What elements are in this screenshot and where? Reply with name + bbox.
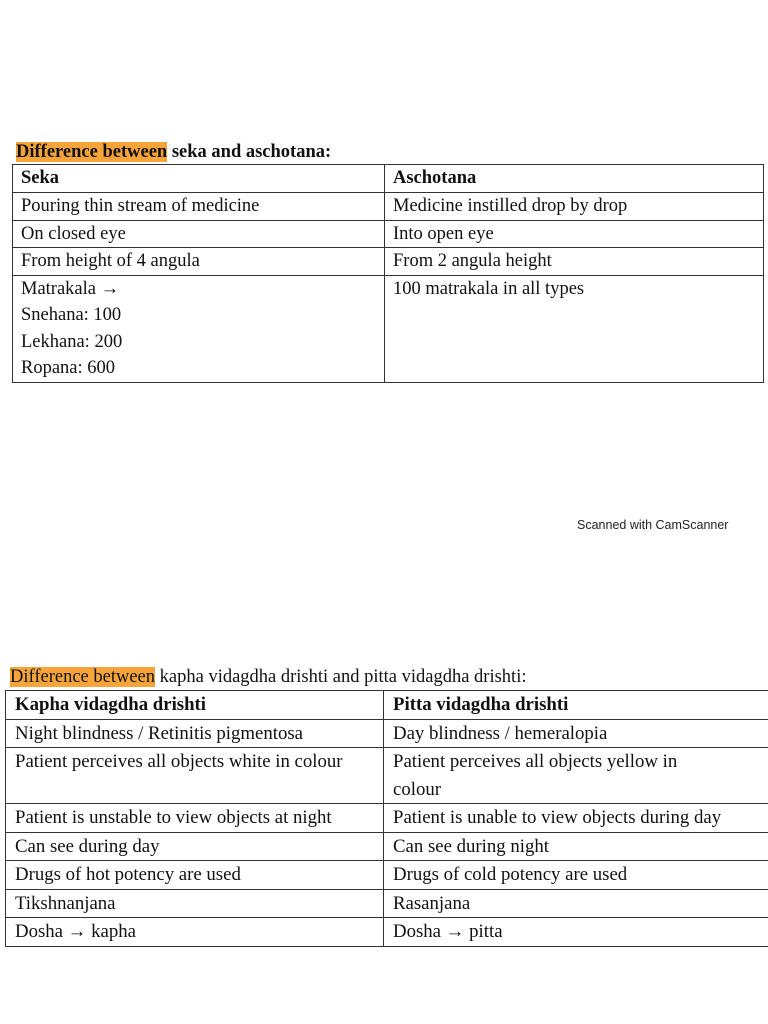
cell-text: From height of 4 angula bbox=[21, 251, 200, 271]
table-row bbox=[13, 193, 764, 221]
table-cell bbox=[384, 719, 768, 748]
table-row bbox=[6, 861, 768, 890]
table-row bbox=[6, 832, 768, 861]
table-cell bbox=[6, 832, 384, 861]
table-cell bbox=[6, 889, 384, 918]
table-cell bbox=[385, 275, 764, 382]
table-cell bbox=[385, 248, 764, 276]
cell-text: On closed eye bbox=[21, 223, 126, 244]
column-header: Seka bbox=[13, 165, 385, 193]
cell-text: Matrakala → bbox=[21, 278, 120, 299]
cell-text: Pouring thin stream of medicine bbox=[21, 196, 260, 216]
cell-text: Lekhana: 200 bbox=[21, 331, 123, 352]
table-cell bbox=[385, 220, 764, 248]
cell-text: Patient perceives all objects yellow in bbox=[393, 751, 678, 772]
cell-text: Dosha → kapha bbox=[15, 921, 137, 942]
table-cell bbox=[385, 193, 764, 221]
heading-highlight: Difference between bbox=[10, 667, 156, 687]
table-row bbox=[6, 918, 768, 947]
cell-text: Snehana: 100 bbox=[21, 305, 122, 325]
table-row bbox=[13, 248, 764, 276]
column-header: Kapha vidagdha drishti bbox=[6, 691, 384, 720]
cell-text: Drugs of hot potency are used bbox=[15, 864, 241, 885]
table-row bbox=[13, 220, 764, 248]
table-cell bbox=[13, 248, 385, 276]
camscanner-watermark: Scanned with CamScanner bbox=[577, 518, 729, 532]
table-cell bbox=[384, 861, 768, 890]
cell-text: Patient perceives all objects white in colour bbox=[15, 751, 343, 772]
heading-text: seka and aschotana: bbox=[167, 142, 332, 162]
table-header-row bbox=[6, 691, 768, 720]
table-cell bbox=[6, 918, 384, 947]
table-cell bbox=[384, 804, 768, 833]
table-row bbox=[6, 748, 768, 804]
cell-text: Rasanjana bbox=[393, 892, 471, 914]
comparison-table-kapha-pitta bbox=[5, 690, 768, 947]
table-row bbox=[6, 804, 768, 833]
table-cell bbox=[384, 748, 768, 804]
table-cell bbox=[6, 861, 384, 890]
table-row bbox=[6, 719, 768, 748]
table-cell bbox=[6, 719, 384, 748]
comparison-table-seka-aschotana bbox=[12, 164, 764, 383]
table-row bbox=[13, 275, 764, 382]
table-cell bbox=[384, 832, 768, 861]
table-cell bbox=[6, 804, 384, 833]
cell-text: Patient is unable to view objects during day bbox=[393, 807, 722, 828]
table-row bbox=[6, 889, 768, 918]
table-cell bbox=[13, 220, 385, 248]
section-heading-seka-aschotana bbox=[16, 141, 331, 163]
cell-text: colour bbox=[393, 778, 441, 800]
heading-text: kapha vidagdha drishti and pitta vidagdha drishti: bbox=[155, 667, 527, 687]
column-header: Pitta vidagdha drishti bbox=[384, 691, 768, 720]
cell-text: Drugs of cold potency are used bbox=[393, 864, 628, 885]
table-cell bbox=[384, 889, 768, 918]
section-heading-kapha-pitta bbox=[10, 666, 526, 688]
cell-text: Ropana: 600 bbox=[21, 358, 116, 378]
cell-text: Tikshnanjana bbox=[15, 892, 116, 914]
cell-text: Can see during day bbox=[15, 835, 160, 857]
column-header: Aschotana bbox=[385, 165, 764, 193]
table-cell bbox=[13, 275, 385, 382]
heading-highlight: Difference between bbox=[16, 142, 168, 162]
cell-text: Patient is unstable to view objects at night bbox=[15, 807, 332, 828]
cell-text: Day blindness / hemeralopia bbox=[393, 722, 608, 744]
cell-text: From 2 angula height bbox=[393, 251, 552, 271]
cell-text: Into open eye bbox=[393, 223, 494, 244]
table-cell bbox=[384, 918, 768, 947]
cell-text: 100 matrakala in all types bbox=[393, 278, 585, 299]
cell-text: Medicine instilled drop by drop bbox=[393, 196, 628, 216]
cell-text: Dosha → pitta bbox=[393, 921, 503, 942]
cell-text: Can see during night bbox=[393, 835, 549, 857]
table-cell bbox=[13, 193, 385, 221]
table-header-row bbox=[13, 165, 764, 193]
cell-text: Night blindness / Retinitis pigmentosa bbox=[15, 722, 303, 744]
table-cell bbox=[6, 748, 384, 804]
